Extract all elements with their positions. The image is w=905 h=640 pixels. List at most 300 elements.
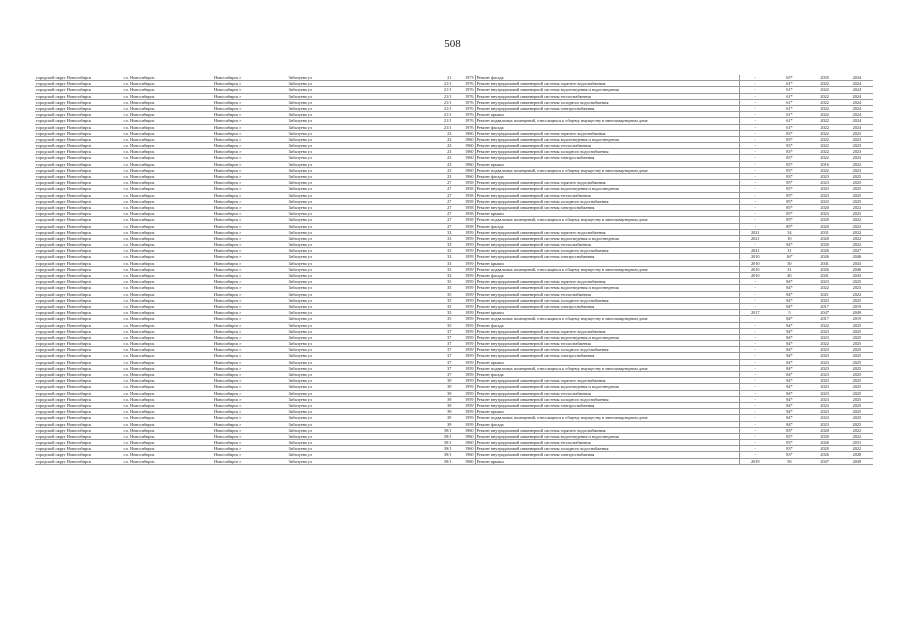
city-cell: Новосибирск г [213,297,287,303]
build-year: 1959 [452,242,475,248]
street-cell: Забалуева ул [287,316,400,322]
work-type: Ремонт крыши [475,112,740,118]
okrug-cell: г.о. Новосибирск [123,359,214,365]
build-year: 1976 [452,81,475,87]
wear-percent: 84* [770,365,808,371]
street-cell: Забалуева ул [287,130,400,136]
okrug-cell: г.о. Новосибирск [123,260,214,266]
wear-percent: 84* [770,328,808,334]
street-cell: Забалуева ул [287,180,400,186]
plan-start-year: 2023 [809,353,841,359]
district-cell: городской округ Новосибирск [35,75,123,81]
district-cell: городской округ Новосибирск [35,353,123,359]
street-cell: Забалуева ул [287,81,400,87]
city-cell: Новосибирск г [213,279,287,285]
plan-start-year: 2017 [809,303,841,309]
okrug-cell: г.о. Новосибирск [123,440,214,446]
plan-start-year: 2022 [809,118,841,124]
district-cell: городской округ Новосибирск [35,440,123,446]
build-year: 1959 [452,384,475,390]
house-number: 27 [400,180,452,186]
district-cell: городской округ Новосибирск [35,235,123,241]
plan-start-year: 2023 [809,359,841,365]
city-cell: Новосибирск г [213,409,287,415]
wear-percent: 84* [770,341,808,347]
district-cell: городской округ Новосибирск [35,167,123,173]
district-cell: городской округ Новосибирск [35,427,123,433]
plan-start-year: 2026 [809,248,841,254]
last-repair-year: - [740,409,771,415]
wear-percent: 84* [770,297,808,303]
house-number: 33 [400,260,452,266]
okrug-cell: г.о. Новосибирск [123,322,214,328]
house-number: 39 [400,402,452,408]
okrug-cell: г.о. Новосибирск [123,384,214,390]
okrug-cell: г.о. Новосибирск [123,87,214,93]
last-repair-year: 2010 [740,254,771,260]
street-cell: Забалуева ул [287,347,400,353]
wear-percent: 34 [770,229,808,235]
street-cell: Забалуева ул [287,211,400,217]
work-type: Ремонт подвальных помещений, относящихся к общему имуществу в многоквартирном доме [475,118,740,124]
street-cell: Забалуева ул [287,229,400,235]
work-type: Ремонт внутридомовой инженерной системы горячего водоснабжения [475,279,740,285]
house-number: 33 [400,235,452,241]
plan-end-year: 2046 [841,254,873,260]
house-number: 21/1 [400,112,452,118]
build-year: 1959 [452,297,475,303]
street-cell: Забалуева ул [287,310,400,316]
wear-percent: 85* [770,186,808,192]
wear-percent: 61* [770,99,808,105]
plan-end-year: 2025 [841,359,873,365]
street-cell: Забалуева ул [287,87,400,93]
street-cell: Забалуева ул [287,167,400,173]
last-repair-year: - [740,285,771,291]
build-year: 1959 [452,341,475,347]
okrug-cell: г.о. Новосибирск [123,118,214,124]
work-type: Ремонт крыши [475,409,740,415]
city-cell: Новосибирск г [213,198,287,204]
work-type: Ремонт фасада [475,273,740,279]
okrug-cell: г.о. Новосибирск [123,279,214,285]
wear-percent: 83* [770,149,808,155]
last-repair-year: - [740,303,771,309]
plan-end-year: 2025 [841,297,873,303]
city-cell: Новосибирск г [213,316,287,322]
city-cell: Новосибирск г [213,130,287,136]
work-type: Ремонт подвальных помещений, относящихся к общему имуществу в многоквартирном доме [475,167,740,173]
last-repair-year: - [740,365,771,371]
work-type: Ремонт внутридомовой инженерной системы теплоснабжения [475,341,740,347]
work-type: Ремонт подвальных помещений, относящихся к общему имуществу в многоквартирном доме [475,365,740,371]
plan-end-year: 2049 [841,458,873,464]
plan-end-year: 2025 [841,347,873,353]
street-cell: Забалуева ул [287,334,400,340]
okrug-cell: г.о. Новосибирск [123,155,214,161]
district-cell: городской округ Новосибирск [35,186,123,192]
plan-start-year: 2023 [809,421,841,427]
house-number: 23 [400,136,452,142]
house-number: 21/1 [400,93,452,99]
plan-end-year: 2031 [841,440,873,446]
okrug-cell: г.о. Новосибирск [123,334,214,340]
work-type: Ремонт подвальных помещений, относящихся к общему имуществу в многоквартирном доме [475,316,740,322]
plan-start-year: 2031 [809,229,841,235]
wear-percent: 85* [770,192,808,198]
page-number: 508 [444,38,461,50]
work-type: Ремонт внутридомовой инженерной системы теплоснабжения [475,192,740,198]
house-number: 21/1 [400,81,452,87]
build-year: 1959 [452,365,475,371]
house-number: 23 [400,161,452,167]
okrug-cell: г.о. Новосибирск [123,421,214,427]
build-year: 1959 [452,254,475,260]
last-repair-year: - [740,297,771,303]
build-year: 1960 [452,440,475,446]
okrug-cell: г.о. Новосибирск [123,180,214,186]
wear-percent: 84* [770,334,808,340]
wear-percent: 83* [770,440,808,446]
work-type: Ремонт фасада [475,372,740,378]
district-cell: городской округ Новосибирск [35,266,123,272]
street-cell: Забалуева ул [287,396,400,402]
plan-start-year: 2022 [809,105,841,111]
okrug-cell: г.о. Новосибирск [123,81,214,87]
district-cell: городской округ Новосибирск [35,359,123,365]
wear-percent: 85* [770,198,808,204]
build-year: 1958 [452,217,475,223]
wear-percent: 84* [770,396,808,402]
city-cell: Новосибирск г [213,440,287,446]
plan-end-year: 2049 [841,310,873,316]
last-repair-year: - [740,105,771,111]
street-cell: Забалуева ул [287,174,400,180]
house-number: 39 [400,421,452,427]
wear-percent: 61* [770,93,808,99]
work-type: Ремонт фасада [475,223,740,229]
district-cell: городской округ Новосибирск [35,223,123,229]
plan-start-year: 2022 [809,99,841,105]
build-year: 1958 [452,223,475,229]
last-repair-year: - [740,347,771,353]
house-number: 39 [400,415,452,421]
wear-percent: 84* [770,353,808,359]
wear-percent: 61* [770,112,808,118]
plan-start-year: 2023 [809,328,841,334]
build-year: 1960 [452,136,475,142]
plan-start-year: 2022 [809,143,841,149]
work-type: Ремонт подвальных помещений, относящихся к общему имуществу в многоквартирном доме [475,217,740,223]
wear-percent: 83* [770,143,808,149]
okrug-cell: г.о. Новосибирск [123,75,214,81]
okrug-cell: г.о. Новосибирск [123,204,214,210]
city-cell: Новосибирск г [213,167,287,173]
okrug-cell: г.о. Новосибирск [123,316,214,322]
district-cell: городской округ Новосибирск [35,143,123,149]
okrug-cell: г.о. Новосибирск [123,235,214,241]
street-cell: Забалуева ул [287,365,400,371]
street-cell: Забалуева ул [287,223,400,229]
plan-start-year: 2022 [809,112,841,118]
district-cell: городской округ Новосибирск [35,303,123,309]
house-number: 27 [400,217,452,223]
district-cell: городской округ Новосибирск [35,254,123,260]
house-number: 37 [400,353,452,359]
plan-end-year: 2024 [841,118,873,124]
build-year: 1976 [452,124,475,130]
okrug-cell: г.о. Новосибирск [123,198,214,204]
last-repair-year: - [740,396,771,402]
last-repair-year: 2021 [740,248,771,254]
street-cell: Забалуева ул [287,378,400,384]
street-cell: Забалуева ул [287,143,400,149]
plan-start-year: 2023 [809,347,841,353]
work-type: Ремонт внутридомовой инженерной системы теплоснабжения [475,440,740,446]
last-repair-year: - [740,180,771,186]
house-number: 33 [400,248,452,254]
build-year: 1960 [452,167,475,173]
build-year: 1959 [452,303,475,309]
house-number: 39/1 [400,446,452,452]
house-number: 35 [400,322,452,328]
build-year: 1960 [452,427,475,433]
city-cell: Новосибирск г [213,149,287,155]
build-year: 1958 [452,180,475,186]
wear-percent: 83* [770,161,808,167]
district-cell: городской округ Новосибирск [35,242,123,248]
plan-start-year: 2047 [809,310,841,316]
okrug-cell: г.о. Новосибирск [123,186,214,192]
plan-end-year: 2043 [841,260,873,266]
plan-end-year: 2025 [841,180,873,186]
city-cell: Новосибирск г [213,204,287,210]
wear-percent: 61* [770,124,808,130]
plan-end-year: 2024 [841,124,873,130]
build-year: 1960 [452,161,475,167]
last-repair-year: - [740,341,771,347]
wear-percent: 65* [770,75,808,81]
district-cell: городской округ Новосибирск [35,130,123,136]
street-cell: Забалуева ул [287,291,400,297]
district-cell: городской округ Новосибирск [35,347,123,353]
district-cell: городской округ Новосибирск [35,316,123,322]
wear-percent: 5 [770,310,808,316]
street-cell: Забалуева ул [287,458,400,464]
okrug-cell: г.о. Новосибирск [123,372,214,378]
district-cell: городской округ Новосибирск [35,372,123,378]
house-number: 39 [400,384,452,390]
work-type: Ремонт внутридомовой инженерной системы горячего водоснабжения [475,378,740,384]
plan-start-year: 2023 [809,186,841,192]
okrug-cell: г.о. Новосибирск [123,130,214,136]
last-repair-year: - [740,99,771,105]
plan-start-year: 2020 [809,433,841,439]
house-number: 27 [400,198,452,204]
city-cell: Новосибирск г [213,322,287,328]
last-repair-year: - [740,446,771,452]
district-cell: городской округ Новосибирск [35,365,123,371]
work-type: Ремонт подвальных помещений, относящихся к общему имуществу в многоквартирном доме [475,266,740,272]
okrug-cell: г.о. Новосибирск [123,99,214,105]
build-year: 1959 [452,353,475,359]
plan-end-year: 2023 [841,285,873,291]
plan-end-year: 2025 [841,372,873,378]
build-year: 1959 [452,266,475,272]
house-number: 27 [400,211,452,217]
okrug-cell: г.о. Новосибирск [123,167,214,173]
build-year: 1959 [452,328,475,334]
city-cell: Новосибирск г [213,99,287,105]
plan-start-year: 2023 [809,279,841,285]
last-repair-year: - [740,217,771,223]
house-number: 33 [400,242,452,248]
build-year: 1959 [452,273,475,279]
plan-end-year: 2025 [841,384,873,390]
street-cell: Забалуева ул [287,217,400,223]
work-type: Ремонт внутридомовой инженерной системы электроснабжения [475,353,740,359]
table-body [35,75,873,464]
city-cell: Новосибирск г [213,291,287,297]
okrug-cell: г.о. Новосибирск [123,124,214,130]
plan-start-year: 2023 [809,211,841,217]
street-cell: Забалуева ул [287,427,400,433]
district-cell: городской округ Новосибирск [35,297,123,303]
plan-start-year: 2035 [809,75,841,81]
build-year: 1959 [452,390,475,396]
last-repair-year: - [740,174,771,180]
plan-end-year: 2023 [841,130,873,136]
last-repair-year: - [740,167,771,173]
work-type: Ремонт внутридомовой инженерной системы электроснабжения [475,402,740,408]
okrug-cell: г.о. Новосибирск [123,242,214,248]
house-number: 23 [400,155,452,161]
house-number: 35 [400,316,452,322]
house-number: 35 [400,303,452,309]
house-number: 39 [400,390,452,396]
okrug-cell: г.о. Новосибирск [123,415,214,421]
street-cell: Забалуева ул [287,186,400,192]
build-year: 1958 [452,186,475,192]
okrug-cell: г.о. Новосибирск [123,149,214,155]
district-cell: городской округ Новосибирск [35,248,123,254]
work-type: Ремонт внутридомовой инженерной системы холодного водоснабжения [475,149,740,155]
build-year: 1959 [452,396,475,402]
plan-start-year: 2022 [809,124,841,130]
plan-end-year: 2022 [841,427,873,433]
okrug-cell: г.о. Новосибирск [123,402,214,408]
district-cell: городской округ Новосибирск [35,322,123,328]
plan-start-year: 2023 [809,372,841,378]
last-repair-year: - [740,433,771,439]
street-cell: Забалуева ул [287,390,400,396]
plan-end-year: 2024 [841,93,873,99]
street-cell: Забалуева ул [287,75,400,81]
work-type: Ремонт внутридомовой инженерной системы водоотведения и водоотведения [475,136,740,142]
okrug-cell: г.о. Новосибирск [123,192,214,198]
wear-percent: 84* [770,390,808,396]
city-cell: Новосибирск г [213,427,287,433]
district-cell: городской округ Новосибирск [35,334,123,340]
plan-end-year: 2025 [841,279,873,285]
city-cell: Новосибирск г [213,365,287,371]
plan-start-year: 2022 [809,136,841,142]
okrug-cell: г.о. Новосибирск [123,143,214,149]
wear-percent: 84* [770,303,808,309]
district-cell: городской округ Новосибирск [35,155,123,161]
house-number: 23 [400,130,452,136]
street-cell: Забалуева ул [287,204,400,210]
city-cell: Новосибирск г [213,285,287,291]
city-cell: Новосибирск г [213,248,287,254]
wear-percent: 84* [770,372,808,378]
build-year: 1959 [452,279,475,285]
last-repair-year: 2010 [740,273,771,279]
plan-start-year: 2023 [809,390,841,396]
wear-percent: 85* [770,204,808,210]
city-cell: Новосибирск г [213,155,287,161]
wear-percent: 84* [770,279,808,285]
plan-start-year: 2022 [809,149,841,155]
city-cell: Новосибирск г [213,186,287,192]
city-cell: Новосибирск г [213,136,287,142]
build-year: 1959 [452,378,475,384]
plan-end-year: 2025 [841,421,873,427]
plan-end-year: 2025 [841,174,873,180]
build-year: 1960 [452,452,475,458]
plan-start-year: 2020 [809,204,841,210]
last-repair-year: - [740,415,771,421]
wear-percent: 84* [770,242,808,248]
plan-end-year: 2023 [841,167,873,173]
last-repair-year: - [740,130,771,136]
district-cell: городской округ Новосибирск [35,192,123,198]
work-type: Ремонт фасада [475,124,740,130]
house-number: 21/1 [400,118,452,124]
house-number: 21/1 [400,99,452,105]
last-repair-year: - [740,353,771,359]
house-number: 23 [400,167,452,173]
plan-end-year: 2027 [841,248,873,254]
build-year: 1976 [452,87,475,93]
street-cell: Забалуева ул [287,402,400,408]
plan-start-year: 2023 [809,334,841,340]
city-cell: Новосибирск г [213,359,287,365]
work-type: Ремонт внутридомовой инженерной системы горячего водоснабжения [475,229,740,235]
plan-end-year: 2022 [841,161,873,167]
district-cell: городской округ Новосибирск [35,291,123,297]
plan-end-year: 2022 [841,217,873,223]
work-type: Ремонт подвальных помещений, относящихся к общему имуществу в многоквартирном доме [475,415,740,421]
house-number: 37 [400,334,452,340]
plan-end-year: 2022 [841,446,873,452]
district-cell: городской округ Новосибирск [35,279,123,285]
street-cell: Забалуева ул [287,341,400,347]
plan-end-year: 2025 [841,341,873,347]
last-repair-year: - [740,334,771,340]
city-cell: Новосибирск г [213,223,287,229]
okrug-cell: г.о. Новосибирск [123,273,214,279]
wear-percent: 50 [770,458,808,464]
work-type: Ремонт крыши [475,161,740,167]
last-repair-year: 2019 [740,458,771,464]
house-number: 23 [400,143,452,149]
build-year: 1959 [452,260,475,266]
city-cell: Новосибирск г [213,161,287,167]
plan-start-year: 2026 [809,254,841,260]
work-type: Ремонт фасада [475,421,740,427]
house-number: 23 [400,174,452,180]
